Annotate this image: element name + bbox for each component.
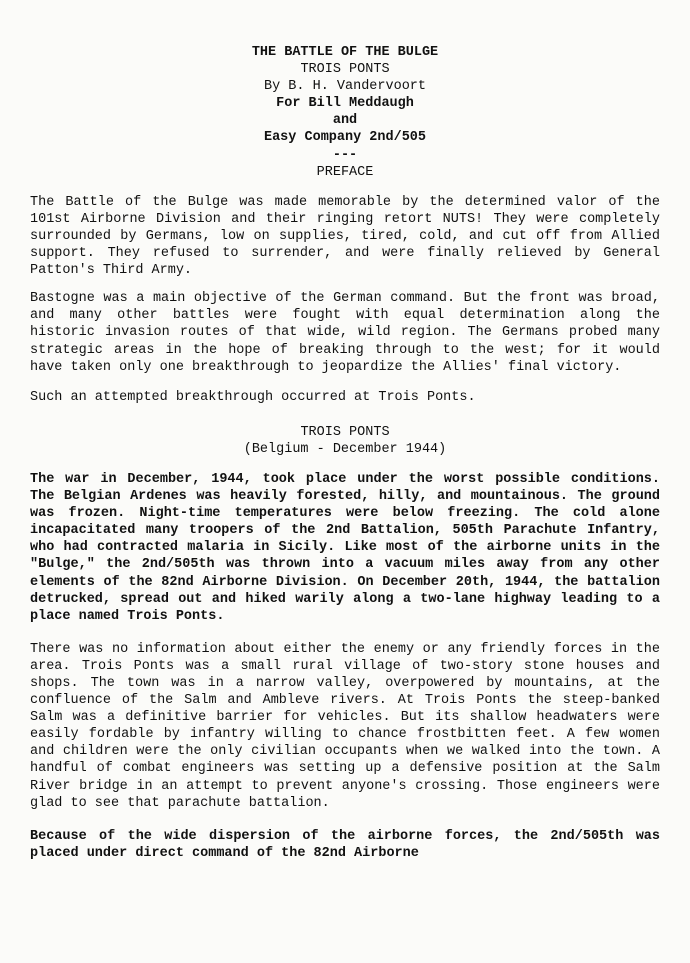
preface-heading: PREFACE bbox=[316, 164, 374, 180]
document-title: THE BATTLE OF THE BULGE bbox=[251, 45, 439, 60]
preface-paragraph-2: Bastogne was a main objective of the German command. But the front was broad, and many other battles were fought with equal determination along the historic invasion routes of that wide, wild region. The Germans probed many strategic areas in the hope of breaking through to the west; for it would have taken only one breakthrough to jeopardize the Allies' final victory. bbox=[30, 291, 660, 375]
author-line: By B. H. Vandervoort bbox=[263, 79, 427, 95]
preface-paragraph-3: Such an attempted breakthrough occurred at Trois Ponts. bbox=[30, 389, 476, 405]
dedication-line: For Bill Meddaugh bbox=[276, 96, 414, 112]
body-paragraph-2: There was no information about either the enemy or any friendly forces in the area. Trois Ponts was a small rural village of two-story stone houses and shops. The town was in a narrow valley, overpowered by mountains, at the confluence of the Salm and Ambleve rivers. At Trois Ponts the steep-banked Salm was a definitive barrier for vehicles. But its shallow headwaters were easily fordable by infantry willing to chance frostbitten feet. A few women and children were the only civilian occupants when we walked into the town. A handful of combat engineers was setting up a defensive position at the Salm River bridge in an attempt to prevent anyone's crossing. Those engineers were glad to see that parachute battalion. bbox=[30, 641, 660, 811]
document-page bbox=[30, 44, 660, 873]
separator: --- bbox=[332, 147, 358, 163]
section-subheading: (Belgium - December 1944) bbox=[243, 441, 447, 457]
preface-paragraph-1: The Battle of the Bulge was made memorable by the determined valor of the 101st Airborne Division and their ringing retort NUTS! They were completely surrounded by Germans, low on supplies, tired, cold, and cut off from Allied support. They refused to surrender, and were finally relieved by General Patton's Third Army. bbox=[30, 194, 660, 279]
section-heading: TROIS PONTS bbox=[300, 424, 390, 440]
document-subtitle: TROIS PONTS bbox=[300, 62, 390, 78]
company-line: Easy Company 2nd/505 bbox=[263, 130, 427, 146]
body-paragraph-1: The war in December, 1944, took place under the worst possible conditions. The Belgian Ardenes was heavily forested, hilly, and mountainous. The ground was frozen. Night-time temperatures were below freezing. The cold alone incapacitated many troopers of the 2nd Battalion, 505th Parachute Infantry, who had contracted malaria in Sicily. Like most of the airborne units in the "Bulge," the 2nd/505th was thrown into a vacuum miles away from any other elements of the 82nd Airborne Division. On December 20th, 1944, the battalion detrucked, spread out and hiked warily along a two-lane highway leading to a place named Trois Ponts. bbox=[30, 471, 660, 624]
body-paragraph-3: Because of the wide dispersion of the airborne forces, the 2nd/505th was placed under direct command of the 82nd Airborne bbox=[30, 828, 660, 861]
and-line: and bbox=[332, 113, 358, 129]
